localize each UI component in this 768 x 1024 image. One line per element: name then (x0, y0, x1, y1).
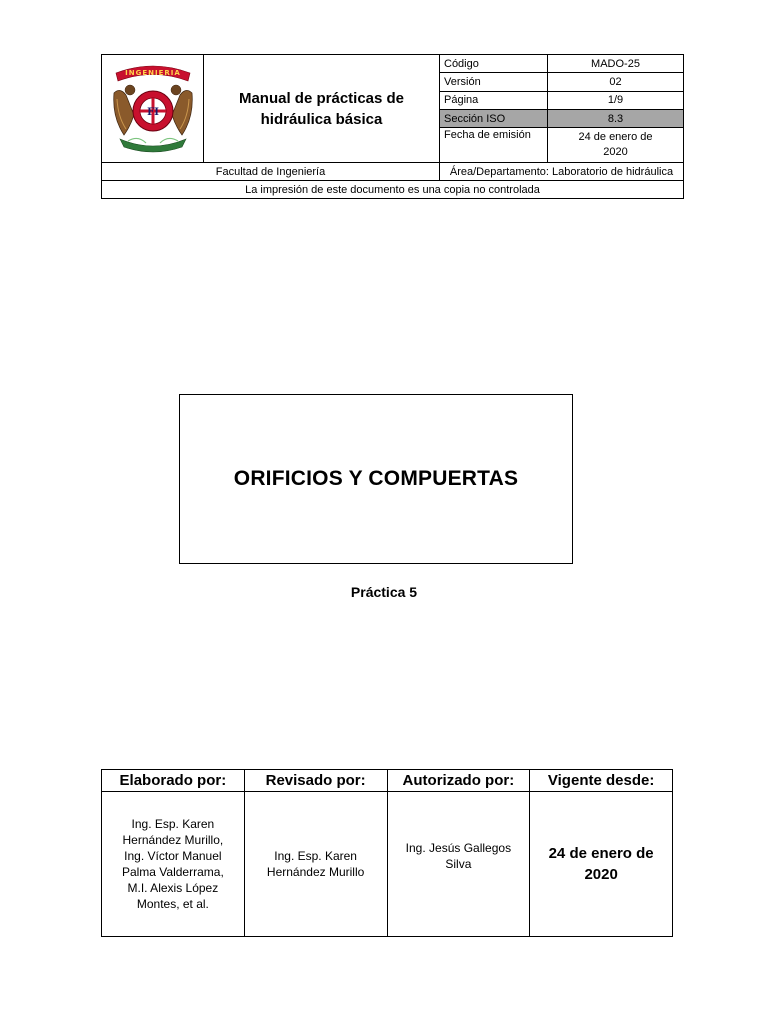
vigente-line: 2020 (584, 866, 618, 883)
engineering-faculty-logo (108, 57, 198, 157)
notice-cell (102, 181, 684, 199)
pagina-value: 1/9 (548, 91, 684, 109)
facultad-text: Facultad de Ingeniería (215, 165, 326, 178)
autorizado-cell (387, 792, 530, 937)
elaborado-header: Elaborado por: (102, 770, 245, 792)
manual-title-line2: hidráulica básica (260, 110, 383, 128)
manual-title-line1: Manual de prácticas de (238, 89, 405, 107)
area-text: Área/Departamento: Laboratorio de hidráulica (449, 165, 674, 178)
document-header (101, 54, 684, 199)
elaborado-line: Hernández Murillo, (122, 833, 224, 847)
elaborado-line: Palma Valderrama, (121, 865, 224, 879)
practice-title: ORIFICIOS Y COMPUERTAS (233, 467, 519, 490)
uncontrolled-copy-notice: La impresión de este documento es una copia no controlada (245, 183, 540, 196)
autorizado-line: Silva (445, 857, 472, 871)
codigo-label: Código (440, 55, 548, 73)
fecha-emision-line1: 24 de enero de (578, 131, 653, 144)
logo-banner-text: INGENIERIA (124, 69, 181, 77)
version-label: Versión (440, 73, 548, 91)
facultad-cell (102, 163, 440, 181)
seccion-iso-value: 8.3 (548, 109, 684, 127)
vigente-cell (530, 792, 673, 937)
fecha-emision-line2: 2020 (603, 146, 628, 159)
fecha-emision-label: Fecha de emisión (440, 128, 548, 163)
elaborado-cell (102, 792, 245, 937)
pagina-label: Página (440, 91, 548, 109)
revisado-line: Ing. Esp. Karen (274, 849, 357, 863)
revisado-cell (244, 792, 387, 937)
autorizado-line: Ing. Jesús Gallegos (405, 841, 512, 855)
faculty-logo-cell (102, 55, 204, 163)
vigente-line: 24 de enero de (548, 845, 654, 862)
version-value: 02 (548, 73, 684, 91)
revisado-line: Hernández Murillo (266, 865, 365, 879)
elaborado-line: Montes, et al. (136, 897, 209, 911)
signatures-table (101, 769, 673, 937)
fecha-emision-value (548, 128, 684, 163)
autorizado-header: Autorizado por: (387, 770, 530, 792)
seccion-iso-label: Sección ISO (440, 109, 548, 127)
codigo-value: MADO-25 (548, 55, 684, 73)
svg-text:FI: FI (146, 107, 159, 118)
elaborado-line: Ing. Esp. Karen (131, 817, 215, 831)
practice-number: Práctica 5 (350, 584, 418, 600)
vigente-header: Vigente desde: (530, 770, 673, 792)
manual-title (204, 55, 440, 163)
area-cell (440, 163, 684, 181)
elaborado-line: Ing. Víctor Manuel (124, 849, 222, 863)
revisado-header: Revisado por: (244, 770, 387, 792)
title-box (179, 394, 573, 564)
elaborado-line: M.I. Alexis López (127, 881, 219, 895)
